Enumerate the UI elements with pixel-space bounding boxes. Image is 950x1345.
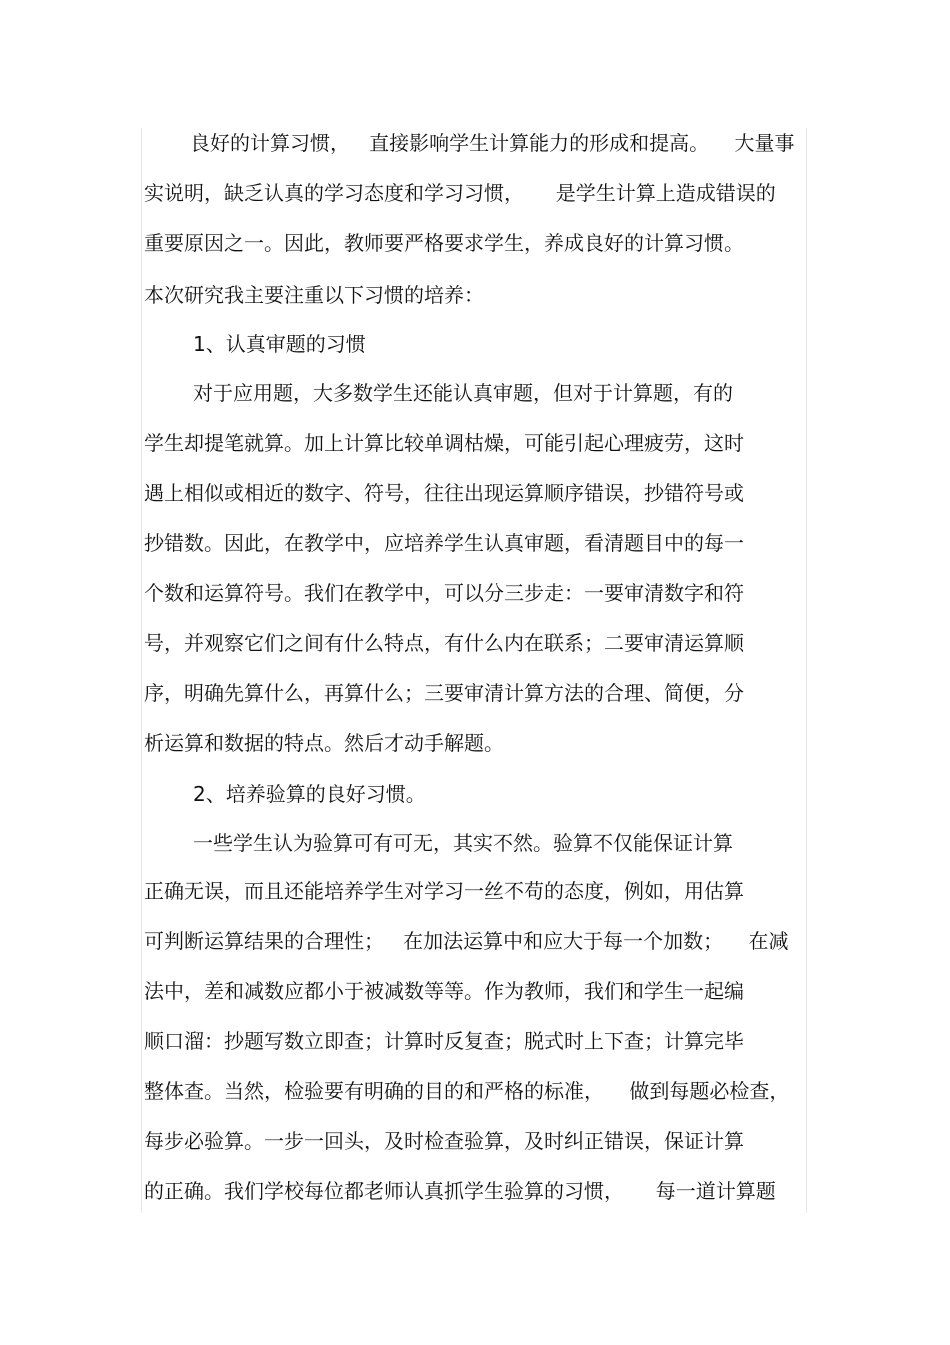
text-line: 个数和运算符号。我们在教学中，可以分三步走：一要审清数字和符 (144, 581, 744, 605)
text-line-4 (0, 280, 950, 330)
section-heading-1 (0, 329, 950, 379)
text-line: 重要原因之一。因此，教师要严格要求学生，养成良好的计算习惯。 (144, 231, 744, 255)
text-line-9 (0, 528, 950, 578)
text-line-21 (0, 1126, 950, 1176)
text-line: 正确无误，而且还能培养学生对学习一丝不苟的态度，例如，用估算 (144, 879, 744, 903)
text-line-22 (0, 1176, 950, 1226)
section-heading-2 (0, 779, 950, 829)
section-heading: 2、培养验算的良好习惯。 (193, 782, 426, 806)
text-line-11 (0, 628, 950, 678)
section-heading: 1、认真审题的习惯 (193, 332, 366, 356)
text-line: 遇上相似或相近的数字、符号，往往出现运算顺序错误，抄错符号或 (144, 481, 744, 505)
text-line-2 (0, 178, 950, 228)
text-line-19 (0, 1026, 950, 1076)
text-line-17 (0, 926, 950, 976)
text-line: 良好的计算习惯， 直接影响学生计算能力的形成和提高。 大量事 (190, 131, 795, 155)
text-line: 每步必验算。一步一回头，及时检查验算，及时纠正错误，保证计算 (144, 1129, 744, 1153)
text-line-1 (0, 128, 950, 178)
text-line-20 (0, 1076, 950, 1126)
text-line-18 (0, 976, 950, 1026)
text-line: 整体查。当然，检验要有明确的目的和严格的标准， 做到每题必检查， (144, 1079, 790, 1103)
text-line: 学生却提笔就算。加上计算比较单调枯燥，可能引起心理疲劳，这时 (144, 431, 744, 455)
text-line: 可判断运算结果的合理性； 在加法运算中和应大于每一个加数； 在减 (144, 929, 789, 953)
text-line: 顺口溜：抄题写数立即查；计算时反复查；脱式时上下查；计算完毕 (144, 1029, 744, 1053)
text-line: 一些学生认为验算可有可无，其实不然。验算不仅能保证计算 (193, 831, 733, 855)
text-line: 号，并观察它们之间有什么特点，有什么内在联系；二要审清运算顺 (144, 631, 744, 655)
text-line-12 (0, 678, 950, 728)
text-line: 序，明确先算什么，再算什么；三要审清计算方法的合理、简便，分 (144, 681, 744, 705)
text-line: 本次研究我主要注重以下习惯的培养： (144, 283, 484, 307)
text-line: 的正确。我们学校每位都老师认真抓学生验算的习惯， 每一道计算题 (144, 1179, 776, 1203)
text-line-7 (0, 428, 950, 478)
text-line: 对于应用题，大多数学生还能认真审题，但对于计算题，有的 (193, 381, 733, 405)
text-line-16 (0, 876, 950, 926)
text-line-8 (0, 478, 950, 528)
text-line: 实说明，缺乏认真的学习态度和学习习惯， 是学生计算上造成错误的 (144, 181, 776, 205)
text-line: 抄错数。因此，在教学中，应培养学生认真审题，看清题目中的每一 (144, 531, 744, 555)
text-line-3 (0, 228, 950, 278)
text-line-6 (0, 378, 950, 428)
text-line-13 (0, 728, 950, 778)
text-line: 析运算和数据的特点。然后才动手解题。 (144, 731, 504, 755)
text-line-10 (0, 578, 950, 628)
text-line-15 (0, 828, 950, 878)
text-line: 法中，差和减数应都小于被减数等等。作为教师，我们和学生一起编 (144, 979, 744, 1003)
